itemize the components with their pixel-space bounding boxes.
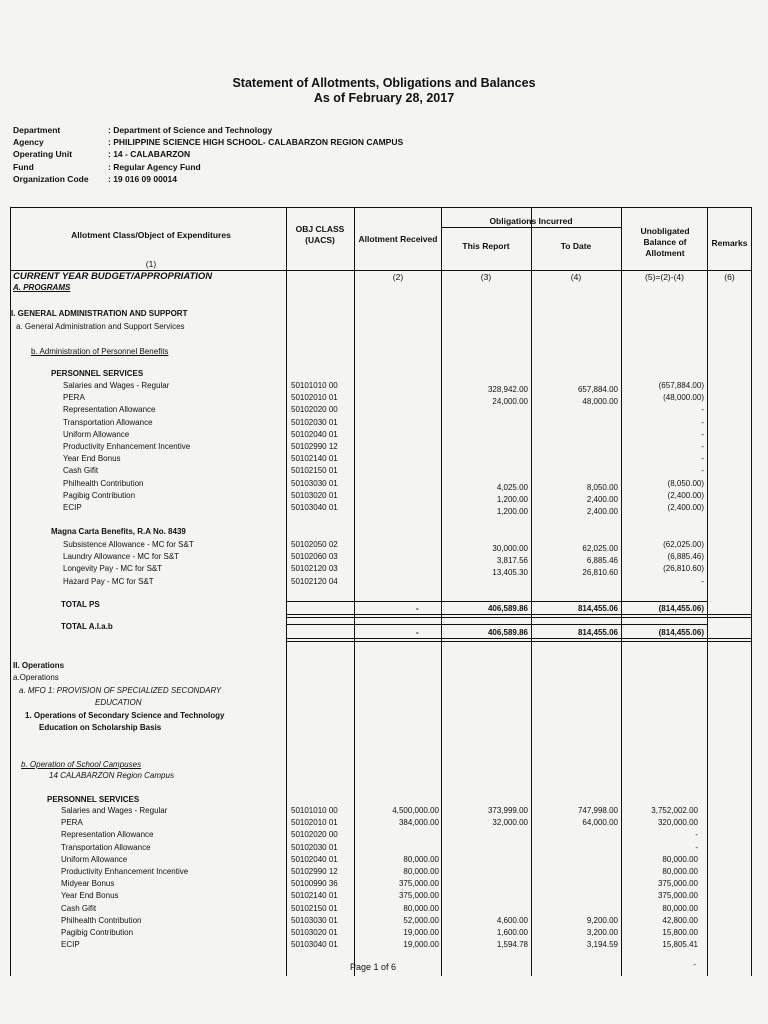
row-label: Pagibig Contribution <box>63 490 136 500</box>
row-label: PERA <box>63 393 85 403</box>
obj-class-code: 50102010 01 <box>291 393 338 403</box>
unobligated-value: - <box>701 417 704 427</box>
obj-class-code: 50102040 01 <box>291 854 338 864</box>
column-divider <box>441 208 442 976</box>
total-ps-to-date: 814,455.06 <box>577 604 618 613</box>
unobligated-value: 375,000.00 <box>657 879 698 889</box>
obj-class-code: 50102050 02 <box>291 540 338 549</box>
this-report-value: 328,942.00 <box>487 385 528 394</box>
unobligated-value: 80,000.00 <box>662 854 698 864</box>
section-campus: 14 CALABARZON Region Campus <box>49 771 174 780</box>
unobligated-value: - <box>701 466 704 476</box>
row-label: Representation Allowance <box>63 405 156 415</box>
unobligated-value: - <box>701 576 704 586</box>
document-title: Statement of Allotments, Obligations and Balances <box>232 76 536 90</box>
header-remarks: Remarks <box>711 238 748 248</box>
total-ps-unobligated: (814,455.06) <box>658 604 704 613</box>
this-report-value: 4,025.00 <box>496 482 528 492</box>
obj-class-code: 50100990 36 <box>291 879 338 889</box>
row-label: Uniform Allowance <box>61 854 128 864</box>
section-mfo1-b: EDUCATION <box>95 698 142 707</box>
section-gas-b: b. Administration of Personnel Benefits <box>31 347 169 356</box>
allotment-received: 4,500,000.00 <box>392 806 439 815</box>
col-number-3: (3) <box>480 272 492 282</box>
section-ps1: PERSONNEL SERVICES <box>51 369 144 378</box>
page-footer: Page 1 of 6 <box>350 962 397 972</box>
allotment-received: 19,000.00 <box>403 940 439 950</box>
row-label: Cash Gifit <box>61 903 97 913</box>
column-divider <box>286 208 287 976</box>
section-gas: I. GENERAL ADMINISTRATION AND SUPPORT <box>11 309 188 318</box>
header-to-date: To Date <box>560 241 592 251</box>
section-ops-1-b: Education on Scholarship Basis <box>39 723 162 732</box>
to-date-value: 48,000.00 <box>582 397 618 407</box>
row-label: Laundry Allowance - MC for S&T <box>63 552 180 562</box>
section-gas-a: a. General Administration and Support Services <box>16 322 185 331</box>
header-unobligated: Unobligated Balance of Allotment <box>640 226 690 258</box>
section-ops-1: 1. Operations of Secondary Science and Technology <box>25 711 225 720</box>
row-label: Pagibig Contribution <box>61 928 134 937</box>
to-date-value: 3,194.59 <box>586 940 618 950</box>
info-row <box>13 124 403 136</box>
this-report-value: 373,999.00 <box>487 806 528 815</box>
allotment-received: 19,000.00 <box>403 928 439 937</box>
info-value: : PHILIPPINE SCIENCE HIGH SCHOOL- CALABARZON REGION CAMPUS <box>108 137 404 148</box>
obj-class-code: 50102120 04 <box>291 576 338 586</box>
obj-class-code: 50102020 00 <box>291 405 338 415</box>
unobligated-value: (48,000.00) <box>663 393 704 403</box>
last-row-dash: - <box>693 960 696 969</box>
unobligated-value: (657,884.00) <box>658 381 704 390</box>
to-date-value: 747,998.00 <box>577 806 618 815</box>
unobligated-value: (62,025.00) <box>663 540 704 549</box>
obj-class-code: 50102150 01 <box>291 466 338 476</box>
info-label: Agency <box>13 137 44 148</box>
unobligated-value: - <box>701 429 704 439</box>
column-divider <box>707 208 708 976</box>
obj-class-code: 50102040 01 <box>291 429 338 439</box>
row-label: Transportation Allowance <box>61 842 151 852</box>
section-ps2: PERSONNEL SERVICES <box>47 795 140 804</box>
unobligated-value: 42,800.00 <box>662 915 698 925</box>
unobligated-value: (8,050.00) <box>667 478 704 488</box>
obj-class-code: 50102120 03 <box>291 564 338 574</box>
info-value: : Regular Agency Fund <box>108 161 201 172</box>
this-report-value: 32,000.00 <box>492 818 528 828</box>
row-label: Salaries and Wages - Regular <box>61 806 168 815</box>
row-label: ECIP <box>61 940 80 950</box>
obj-class-code: 50102020 00 <box>291 830 338 840</box>
row-label: Salaries and Wages - Regular <box>63 381 170 390</box>
to-date-value: 2,400.00 <box>586 507 618 516</box>
this-report-value: 24,000.00 <box>492 397 528 407</box>
to-date-value: 3,200.00 <box>586 928 618 937</box>
obj-class-code: 50102140 01 <box>291 454 338 464</box>
obj-class-code: 50103020 01 <box>291 490 338 500</box>
total-alab-unobligated: (814,455.06) <box>658 628 704 637</box>
col-number-5: (5)=(2)-(4) <box>645 272 684 282</box>
allotment-received: 384,000.00 <box>398 818 439 828</box>
row-label: Year End Bonus <box>63 454 121 464</box>
total-alab-to-date: 814,455.06 <box>577 628 618 637</box>
obj-class-code: 50102990 12 <box>291 867 338 876</box>
saob-table <box>10 207 752 976</box>
info-value: : Department of Science and Technology <box>108 125 273 135</box>
to-date-value: 2,400.00 <box>586 494 618 504</box>
obj-class-code: 50102030 01 <box>291 417 338 427</box>
header-allotment-class: Allotment Class/Object of Expenditures <box>71 230 231 240</box>
header-obj-class: OBJ CLASS (UACS) <box>295 224 345 245</box>
to-date-value: 62,025.00 <box>582 544 618 553</box>
header-obligations-incurred: Obligations Incurred <box>489 216 573 226</box>
obj-class-code: 50103040 01 <box>291 503 338 512</box>
unobligated-value: - <box>695 842 698 852</box>
obj-class-code: 50102140 01 <box>291 891 338 901</box>
total-alab-received: - <box>416 628 419 637</box>
row-label: Hazard Pay - MC for S&T <box>63 576 154 586</box>
section-current-year: CURRENT YEAR BUDGET/APPROPRIATION <box>13 271 213 282</box>
section-ops-b: b. Operation of School Campuses <box>21 760 142 769</box>
col-number-2: (2) <box>392 272 404 282</box>
obj-class-code: 50102030 01 <box>291 842 338 852</box>
this-report-value: 4,600.00 <box>496 915 528 925</box>
this-report-value: 3,817.56 <box>496 556 528 566</box>
total-alab-label: TOTAL A.I.a.b <box>61 622 113 631</box>
unobligated-value: 3,752,002.00 <box>651 806 698 815</box>
column-divider <box>531 208 532 976</box>
row-label: Transportation Allowance <box>63 417 153 427</box>
obj-class-code: 50102060 03 <box>291 552 338 562</box>
total-ps-this-report: 406,589.86 <box>487 604 528 613</box>
total-divider <box>286 624 707 625</box>
obj-class-code: 50103030 01 <box>291 915 338 925</box>
header-info <box>13 124 403 185</box>
col-number-4: (4) <box>570 272 582 282</box>
section-magna: Magna Carta Benefits, R.A No. 8439 <box>51 527 186 536</box>
info-label: Organization Code <box>13 173 89 184</box>
total-ps-received: - <box>416 604 419 613</box>
info-row <box>13 136 403 148</box>
unobligated-value: - <box>701 405 704 415</box>
section-ops-a: a.Operations <box>13 673 59 682</box>
total-divider <box>286 641 751 642</box>
row-label: Productivity Enhancement Incentive <box>61 867 189 876</box>
unobligated-value: 15,805.41 <box>662 940 698 950</box>
obj-class-code: 50101010 00 <box>291 806 338 815</box>
col-number-6: (6) <box>724 272 735 282</box>
obj-class-code: 50102990 12 <box>291 442 338 451</box>
to-date-value: 657,884.00 <box>577 385 618 394</box>
unobligated-value: - <box>701 454 704 464</box>
obj-class-code: 50103020 01 <box>291 928 338 937</box>
total-ps-label: TOTAL PS <box>61 600 100 609</box>
this-report-value: 30,000.00 <box>492 544 528 553</box>
to-date-value: 6,885.46 <box>586 556 618 566</box>
row-label: Representation Allowance <box>61 830 154 840</box>
to-date-value: 26,810.60 <box>582 568 618 578</box>
to-date-value: 64,000.00 <box>582 818 618 828</box>
info-row <box>13 161 403 173</box>
header-allotment-received: Allotment Received <box>358 234 438 244</box>
section-mfo1: a. MFO 1: PROVISION OF SPECIALIZED SECONDARY <box>19 686 222 695</box>
unobligated-value: (26,810.60) <box>663 564 704 574</box>
unobligated-value: 80,000.00 <box>662 867 698 876</box>
total-divider <box>286 614 751 615</box>
row-label: Midyear Bonus <box>61 879 115 889</box>
allotment-received: 80,000.00 <box>403 867 439 876</box>
row-label: ECIP <box>63 503 82 512</box>
unobligated-value: (2,400.00) <box>667 503 704 512</box>
obj-class-code: 50101010 00 <box>291 381 338 390</box>
info-value: : 14 - CALABARZON <box>108 149 191 160</box>
info-value: : 19 016 09 00014 <box>108 173 178 184</box>
allotment-received: 80,000.00 <box>403 903 439 913</box>
allotment-received: 80,000.00 <box>403 854 439 864</box>
row-label: Cash Gifit <box>63 466 99 476</box>
row-label: Productivity Enhancement Incentive <box>63 442 191 451</box>
unobligated-value: - <box>695 830 698 840</box>
unobligated-value: - <box>701 442 704 451</box>
section-ops: II. Operations <box>13 661 65 670</box>
unobligated-value: 80,000.00 <box>662 903 698 913</box>
info-label: Operating Unit <box>13 149 73 160</box>
obj-class-code: 50103030 01 <box>291 478 338 488</box>
unobligated-value: (2,400.00) <box>667 490 704 500</box>
header-this-report: This Report <box>462 241 510 251</box>
obj-class-code: 50102010 01 <box>291 818 338 828</box>
row-label: PERA <box>61 818 83 828</box>
this-report-value: 1,600.00 <box>496 928 528 937</box>
unobligated-value: (6,885.46) <box>667 552 704 562</box>
this-report-value: 13,405.30 <box>492 568 528 578</box>
info-row <box>13 148 403 160</box>
row-label: Subsistence Allowance - MC for S&T <box>63 540 194 549</box>
allotment-received: 52,000.00 <box>403 915 439 925</box>
info-label: Department <box>13 125 61 135</box>
info-row <box>13 173 403 185</box>
info-label: Fund <box>13 161 34 172</box>
row-label: Uniform Allowance <box>63 429 130 439</box>
total-divider <box>286 638 751 639</box>
this-report-value: 1,594.78 <box>496 940 528 950</box>
row-label: Philhealth Contribution <box>63 478 144 488</box>
this-report-value: 1,200.00 <box>496 507 528 516</box>
to-date-value: 9,200.00 <box>586 915 618 925</box>
total-divider <box>286 601 707 602</box>
obj-class-code: 50102150 01 <box>291 903 338 913</box>
obj-class-code: 50103040 01 <box>291 940 338 950</box>
this-report-value: 1,200.00 <box>496 494 528 504</box>
total-alab-this-report: 406,589.86 <box>487 628 528 637</box>
row-label: Philhealth Contribution <box>61 915 142 925</box>
unobligated-value: 320,000.00 <box>657 818 698 828</box>
section-programs: A. PROGRAMS <box>13 283 71 292</box>
col-number-1: (1) <box>145 259 157 269</box>
to-date-value: 8,050.00 <box>586 482 618 492</box>
document-subtitle: As of February 28, 2017 <box>313 91 455 105</box>
total-divider <box>286 617 751 618</box>
allotment-received: 375,000.00 <box>398 879 439 889</box>
allotment-received: 375,000.00 <box>398 891 439 901</box>
row-label: Longevity Pay - MC for S&T <box>63 564 163 574</box>
row-label: Year End Bonus <box>61 891 119 901</box>
unobligated-value: 15,800.00 <box>662 928 698 937</box>
header-divider <box>441 227 621 228</box>
unobligated-value: 375,000.00 <box>657 891 698 901</box>
